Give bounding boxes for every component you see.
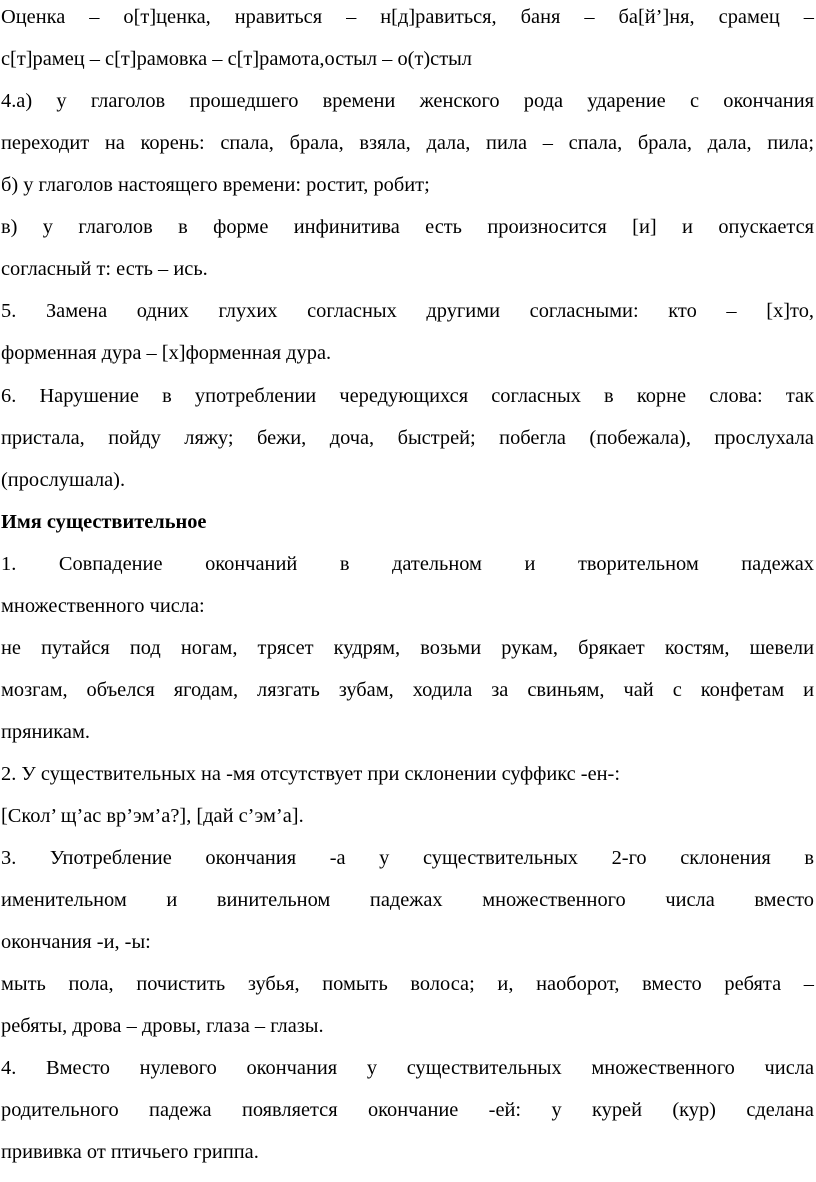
text-line-7: согласный т: есть – ись. <box>1 258 208 280</box>
text-line-27: родительного падежа появляется окончание -ей: у курей (кур) сделана <box>1 1099 814 1121</box>
text-line-11: пристала, пойду ляжу; бежи, доча, быстрей; побегла (побежала), прослухала <box>1 427 814 449</box>
text-line-23: окончания -и, -ы: <box>1 931 151 953</box>
text-line-22: именительном и винительном падежах множественного числа вместо <box>1 889 814 911</box>
text-line-4: переходит на корень: спала, брала, взяла, дала, пила – спала, брала, дала, пила; <box>1 132 814 154</box>
text-line-10: 6. Нарушение в употреблении чередующихся согласных в корне слова: так <box>1 385 814 407</box>
text-line-20: [Скол’ щ’ас вр’эм’а?], [дай с’эм’а]. <box>1 805 304 827</box>
text-line-16: не путайся под ногам, трясет кудрям, возьми рукам, брякает костям, шевели <box>1 637 814 659</box>
text-line-12: (прослушала). <box>1 469 126 491</box>
text-line-15: множественного числа: <box>1 595 205 617</box>
text-line-18: пряникам. <box>1 721 90 743</box>
text-line-26: 4. Вместо нулевого окончания у существительных множественного числа <box>1 1057 814 1079</box>
text-line-17: мозгам, объелся ягодам, лязгать зубам, ходила за свиньям, чай с конфетам и <box>1 679 814 701</box>
text-line-9: форменная дура – [х]форменная дура. <box>1 342 332 364</box>
text-line-28: прививка от птичьего гриппа. <box>1 1141 259 1163</box>
text-line-1: Оценка – о[т]ценка, нравиться – н[д]равиться, баня – ба[й’]ня, срамец – <box>1 6 814 28</box>
text-line-25: ребяты, дрова – дровы, глаза – глазы. <box>1 1015 324 1037</box>
section-heading: Имя существительное <box>1 511 207 533</box>
text-line-14: 1. Совпадение окончаний в дательном и творительном падежах <box>1 553 814 575</box>
text-line-21: 3. Употребление окончания -а у существительных 2-го склонения в <box>1 847 814 869</box>
text-line-8: 5. Замена одних глухих согласных другими согласными: кто – [х]то, <box>1 300 814 322</box>
text-line-3: 4.а) у глаголов прошедшего времени женского рода ударение с окончания <box>1 90 814 112</box>
text-line-2: с[т]рамец – с[т]рамовка – с[т]рамота,остыл – о(т)стыл <box>1 48 472 70</box>
text-line-19: 2. У существительных на -мя отсутствует при склонении суффикс -ен-: <box>1 763 621 785</box>
text-line-24: мыть пола, почистить зубья, помыть волоса; и, наоборот, вместо ребята – <box>1 973 814 995</box>
text-line-6: в) у глаголов в форме инфинитива есть произносится [и] и опускается <box>1 216 814 238</box>
text-line-5: б) у глаголов настоящего времени: ростит, робит; <box>1 174 430 196</box>
